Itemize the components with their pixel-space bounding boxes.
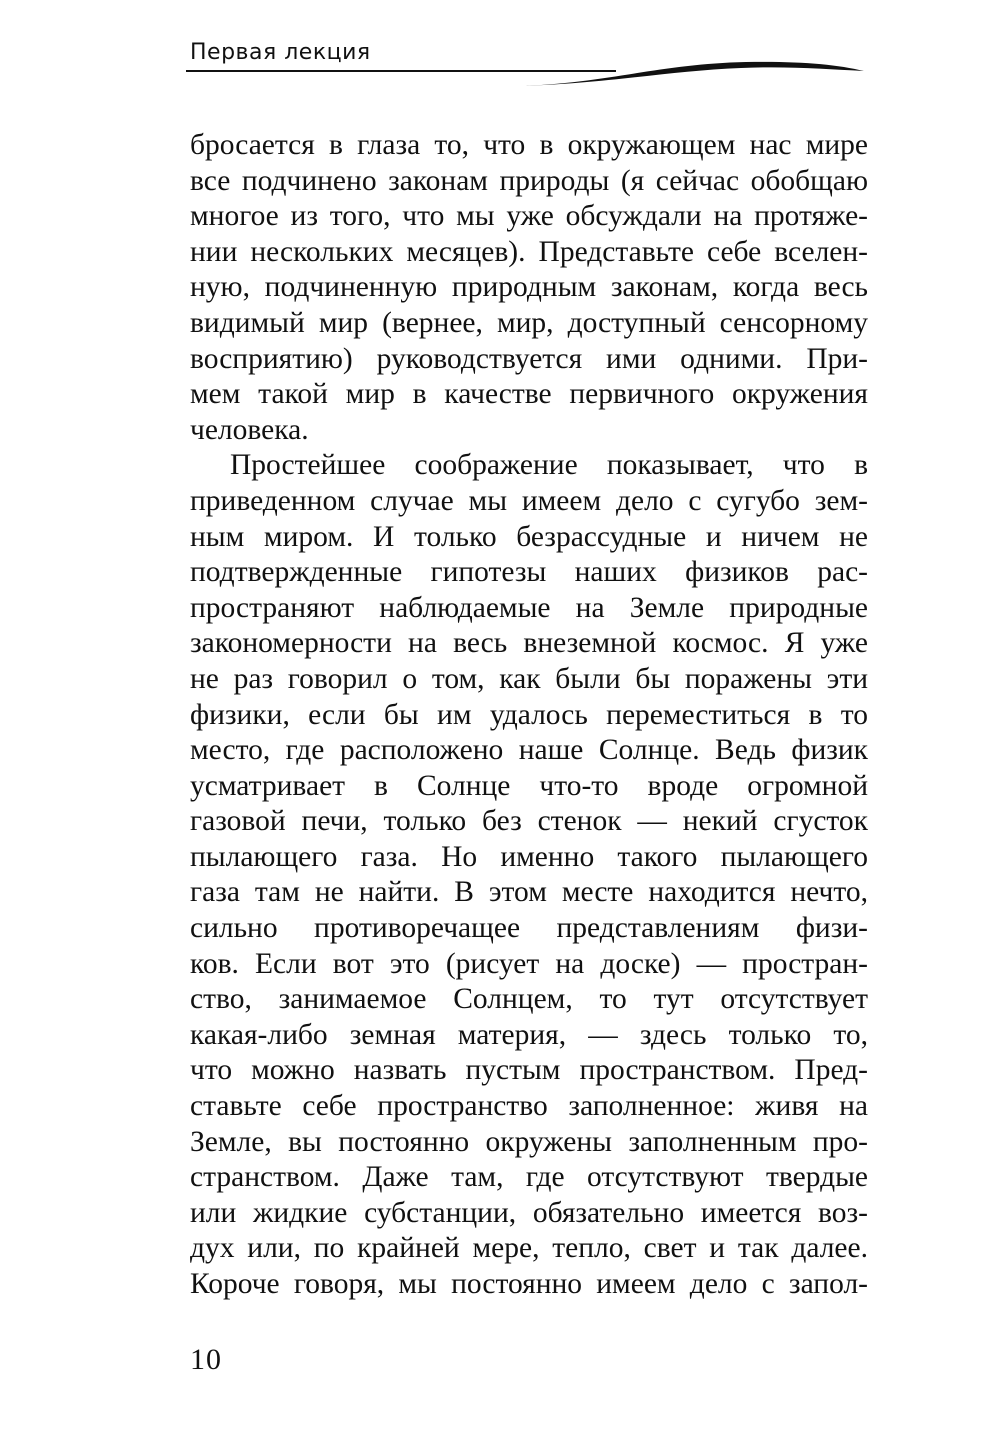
text-line: закономерности на весь внеземной космос. Я уже <box>190 627 868 660</box>
text-line: странством. Даже там, где отсутствуют твердые <box>190 1161 868 1194</box>
text-line: ным миром. И только безрассудные и ничем не <box>190 520 868 553</box>
text-line: ную, подчиненную природным законам, когда весь <box>190 271 868 304</box>
text-line: бросается в глаза то, что в окружающем нас мире <box>190 129 868 161</box>
header-rule-swash <box>516 62 864 86</box>
text-line-paragraph-start: Простейшее соображение показывает, что в <box>230 449 868 482</box>
text-line: приведенном случае мы имеем дело с сугубо зем- <box>190 484 868 517</box>
text-line: газа там не найти. В этом месте находится нечто, <box>190 876 868 909</box>
running-head-title: Первая лекция <box>190 40 371 65</box>
text-line: место, где расположено наше Солнце. Ведь физик <box>190 734 868 767</box>
text-line: или жидкие субстанции, обязательно имеется воз- <box>190 1196 868 1229</box>
text-line: Короче говоря, мы постоянно имеем дело с запол- <box>190 1268 868 1300</box>
text-line: не раз говорил о том, как были бы поражены эти <box>190 662 868 695</box>
text-line: подтвержденные гипотезы наших физиков рас- <box>190 556 868 589</box>
text-line: все подчинено законам природы (я сейчас обобщаю <box>190 164 868 197</box>
text-line: ставьте себе пространство заполненное: живя на <box>190 1090 868 1123</box>
header-flourish-rule <box>186 52 866 92</box>
text-line: сильно противоречащее представлениям физи- <box>190 912 868 945</box>
text-line: нии нескольких месяцев). Представьте себе вселен- <box>190 235 868 268</box>
text-line: ство, занимаемое Солнцем, то тут отсутствует <box>190 983 868 1016</box>
text-line: восприятию) руководствуется ими одними. При- <box>190 342 868 375</box>
text-line: многое из того, что мы уже обсуждали на протяже- <box>190 200 868 233</box>
text-line: ков. Если вот это (рисует на доске) — простран- <box>190 947 868 980</box>
text-line: какая-либо земная материя, — здесь только то, <box>190 1018 868 1051</box>
body-text <box>190 128 868 1303</box>
text-line: что можно назвать пустым пространством. Пред- <box>190 1054 868 1087</box>
text-line: дух или, по крайней мере, тепло, свет и так далее. <box>190 1232 868 1265</box>
text-line: пространяют наблюдаемые на Земле природные <box>190 591 868 624</box>
text-line: Земле, вы постоянно окружены заполненным про- <box>190 1125 868 1158</box>
text-line: усматривает в Солнце что-то вроде огромной <box>190 769 868 802</box>
text-line: видимый мир (вернее, мир, доступный сенсорному <box>190 306 868 339</box>
text-line: газовой печи, только без стенок — некий сгусток <box>190 805 868 838</box>
text-line: физики, если бы им удалось переместиться в то <box>190 698 868 731</box>
text-line-paragraph-end: человека. <box>190 413 309 446</box>
text-line: мем такой мир в качестве первичного окружения <box>190 378 868 411</box>
page-number: 10 <box>190 1343 222 1376</box>
text-line: пылающего газа. Но именно такого пылающего <box>190 840 868 873</box>
